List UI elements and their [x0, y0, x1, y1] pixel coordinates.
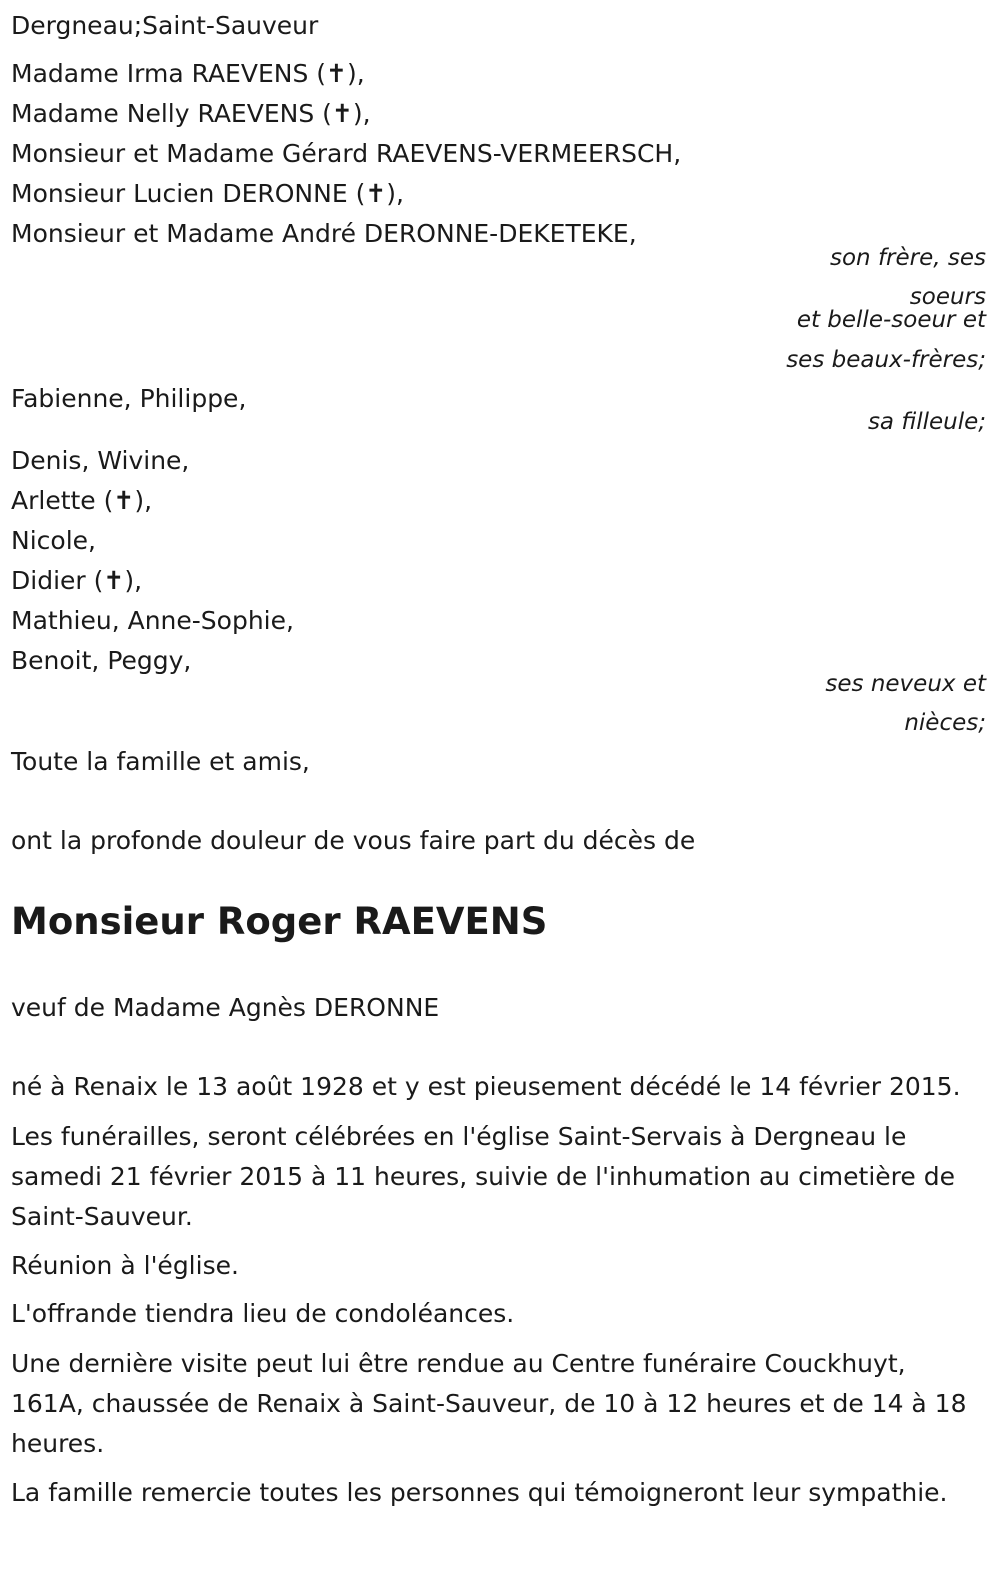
nephews-caption-line1: ses neveux et	[825, 671, 986, 697]
birth-death-paragraph: né à Renaix le 13 août 1928 et y est pieusement décédé le 14 février 2015.	[11, 1072, 961, 1101]
nephews-caption-line2: nièces;	[904, 710, 986, 736]
siblings-caption-line3: et belle-soeur et	[796, 307, 986, 333]
nephews-list	[11, 441, 294, 681]
visit-paragraph: Une dernière visite peut lui être rendue au Centre funéraire Couckhuyt, 161A, chaussée de Renaix à Saint-Sauveur, de 10 à 12 heures et de 14 à 18 heures.	[11, 1349, 967, 1458]
sibling-entry: Madame Nelly RAEVENS (✝),	[11, 99, 371, 128]
nephew-entry: Mathieu, Anne-Sophie,	[11, 606, 294, 635]
nephew-entry: Denis, Wivine,	[11, 446, 190, 475]
thanks-paragraph: La famille remercie toutes les personnes qui témoigneront leur sympathie.	[11, 1478, 948, 1507]
nephew-entry: Arlette (✝),	[11, 486, 153, 515]
nephew-entry: Didier (✝),	[11, 566, 143, 595]
godchild-caption: sa filleule;	[867, 409, 986, 435]
funeral-paragraph: Les funérailles, seront célébrées en l'église Saint-Servais à Dergneau le samedi 21 février 2015 à 11 heures, suivie de l'inhumation au cimetière de Saint-Sauveur.	[11, 1122, 955, 1231]
godchild-names: Fabienne, Philippe,	[11, 384, 247, 413]
offering-paragraph: L'offrande tiendra lieu de condoléances.	[11, 1299, 515, 1328]
family-and-friends: Toute la famille et amis,	[11, 747, 310, 776]
announcement-text: ont la profonde douleur de vous faire part du décès de	[11, 826, 696, 855]
siblings-caption-line4: ses beaux-frères;	[786, 347, 986, 373]
nephew-entry: Nicole,	[11, 526, 96, 555]
sibling-entry: Monsieur et Madame Gérard RAEVENS-VERMEERSCH,	[11, 139, 682, 168]
nephew-entry: Benoit, Peggy,	[11, 646, 192, 675]
widower-of: veuf de Madame Agnès DERONNE	[11, 993, 440, 1022]
sibling-entry: Madame Irma RAEVENS (✝),	[11, 59, 365, 88]
location-line: Dergneau;Saint-Sauveur	[11, 11, 319, 40]
deceased-name: Monsieur Roger RAEVENS	[11, 900, 548, 943]
siblings-list	[11, 54, 681, 254]
siblings-caption-line2: soeurs	[909, 284, 986, 310]
meeting-paragraph: Réunion à l'église.	[11, 1251, 239, 1280]
sibling-entry: Monsieur Lucien DERONNE (✝),	[11, 179, 404, 208]
sibling-entry: Monsieur et Madame André DERONNE-DEKETEKE,	[11, 219, 637, 248]
siblings-caption-line1: son frère, ses	[830, 245, 986, 271]
